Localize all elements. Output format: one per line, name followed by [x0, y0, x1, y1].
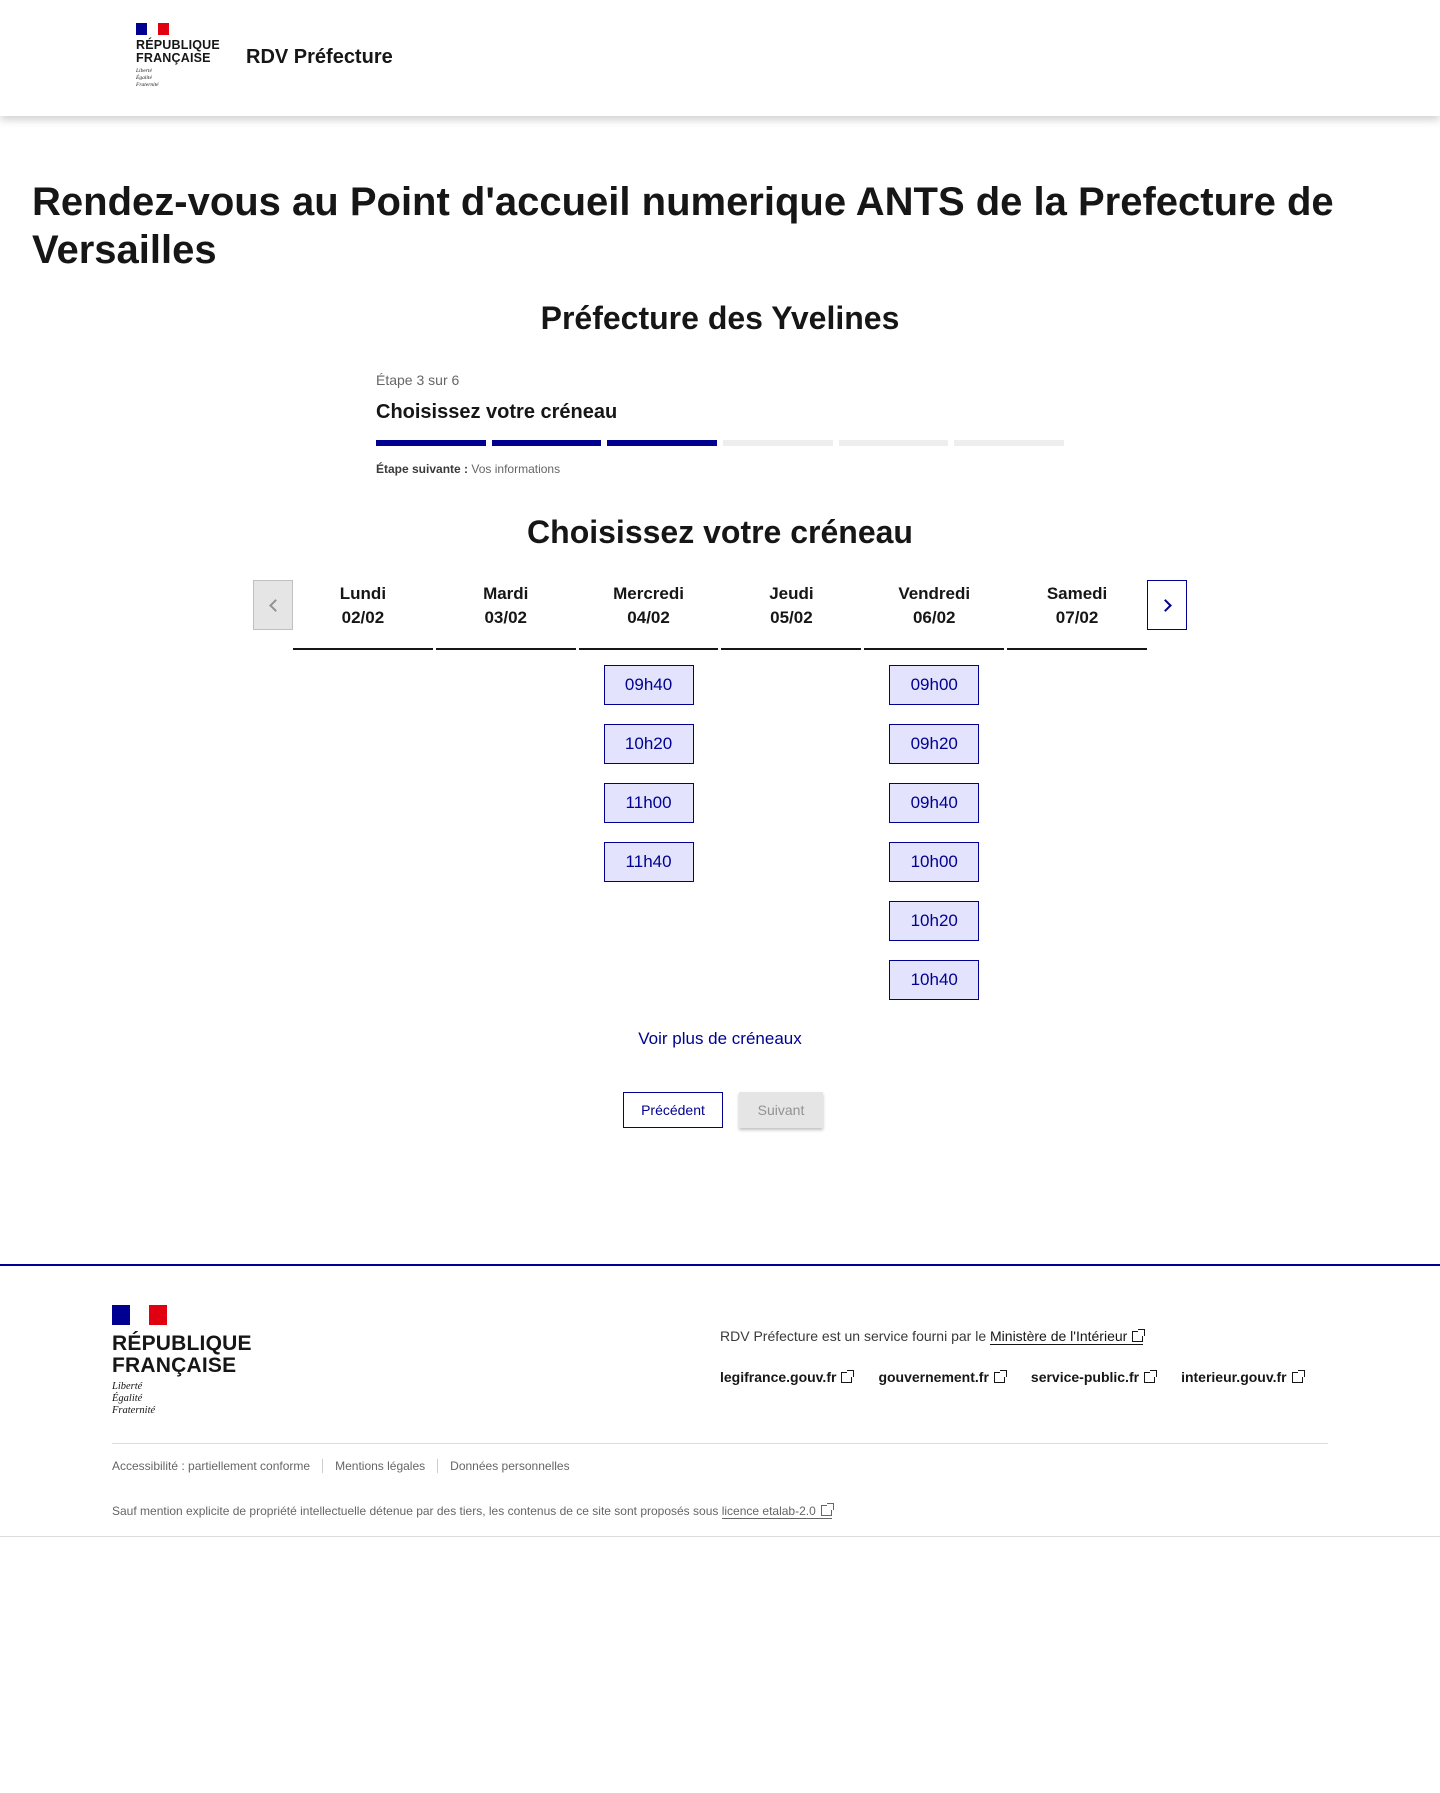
day-name: Mercredi — [613, 584, 684, 603]
license-link[interactable]: licence etalab-2.0 — [722, 1504, 832, 1519]
step-segment — [376, 440, 486, 446]
day-header — [721, 580, 861, 650]
step-progress-bar — [376, 440, 1064, 446]
footer-external-link[interactable]: gouvernement.fr — [878, 1369, 1004, 1385]
day-header — [579, 580, 719, 650]
next-step-value: Vos informations — [471, 462, 561, 476]
day-header — [436, 580, 576, 650]
more-slots-link[interactable]: Voir plus de créneaux — [638, 1029, 802, 1048]
day-name: Samedi — [1046, 584, 1108, 603]
slot-list — [864, 650, 1004, 1000]
stepper — [376, 372, 1064, 476]
french-flag-icon — [112, 1305, 167, 1325]
day-header — [293, 580, 433, 650]
time-slot-button[interactable]: 09h40 — [889, 783, 979, 823]
day-header — [1007, 580, 1147, 650]
chevron-left-icon — [269, 599, 282, 612]
external-link-icon — [1292, 1372, 1303, 1383]
day-date: 05/02 — [770, 608, 813, 627]
footer-divider — [112, 1443, 1328, 1444]
step-segment — [954, 440, 1064, 446]
logo-text-line2: FRANÇAISE — [136, 51, 211, 65]
next-step-label: Étape suivante : — [376, 462, 469, 476]
footer-license: Sauf mention explicite de propriété intellectuelle détenue par des tiers, les contenus de ce site sont proposés sous licence etalab-2.0 — [112, 1504, 832, 1518]
time-slot-button[interactable]: 10h20 — [889, 901, 979, 941]
step-segment — [607, 440, 717, 446]
footer-external-link[interactable]: legifrance.gouv.fr — [720, 1369, 852, 1385]
footer-devise: Liberté Égalité Fraternité — [112, 1381, 156, 1416]
step-segment — [839, 440, 949, 446]
footer-logo[interactable]: RÉPUBLIQUE FRANÇAISE Liberté Égalité Fraternité — [112, 1305, 252, 1417]
external-link-icon — [1144, 1372, 1155, 1383]
service-title[interactable]: RDV Préfecture — [246, 46, 393, 68]
day-column — [293, 580, 433, 1000]
page-title: Rendez-vous au Point d'accueil numerique ANTS de la Prefecture de Versailles — [32, 180, 1334, 272]
footer-bottom-links — [112, 1459, 582, 1473]
external-link-icon — [841, 1372, 852, 1383]
day-date: 04/02 — [627, 608, 670, 627]
footer-external-link[interactable]: interieur.gouv.fr — [1181, 1369, 1303, 1385]
time-slot-button[interactable]: 10h40 — [889, 960, 979, 1000]
day-name: Jeudi — [769, 584, 814, 603]
day-name: Vendredi — [898, 584, 971, 603]
time-slot-button[interactable]: 11h00 — [604, 783, 694, 823]
day-date: 02/02 — [341, 608, 385, 627]
ministere-link[interactable]: Ministère de l'Intérieur — [990, 1328, 1143, 1345]
site-header — [0, 0, 1440, 116]
day-date: 06/02 — [912, 608, 956, 627]
day-header — [864, 580, 1004, 650]
navigation-buttons — [0, 1092, 1440, 1128]
footer-bottom-link[interactable]: Mentions légales — [322, 1459, 437, 1473]
time-slot-button[interactable]: 09h00 — [889, 665, 979, 705]
external-link-icon — [994, 1372, 1005, 1383]
day-date: 07/02 — [1055, 608, 1099, 627]
time-slot-button[interactable]: 09h20 — [889, 724, 979, 764]
footer-links — [720, 1369, 1303, 1385]
footer-external-link[interactable]: service-public.fr — [1031, 1369, 1155, 1385]
slot-list — [579, 650, 719, 882]
time-slot-button[interactable]: 11h40 — [604, 842, 694, 882]
time-slot-button[interactable]: 10h20 — [604, 724, 694, 764]
day-columns — [293, 580, 1147, 1000]
prefecture-title: Préfecture des Yvelines — [540, 300, 900, 336]
day-date: 03/02 — [484, 608, 528, 627]
slot-list — [1007, 650, 1147, 665]
day-column — [864, 580, 1004, 1000]
day-column — [579, 580, 719, 1000]
slot-list — [293, 650, 433, 665]
external-link-icon — [821, 1505, 832, 1516]
day-name: Lundi — [339, 584, 387, 603]
time-slot-button[interactable]: 10h00 — [889, 842, 979, 882]
devise: Liberté Égalité Fraternité — [136, 68, 159, 88]
footer-bottom-link[interactable]: Accessibilité : partiellement conforme — [112, 1459, 311, 1473]
republique-francaise-logo[interactable] — [136, 23, 220, 89]
step-state: Étape 3 sur 6 — [376, 372, 460, 388]
footer-description: RDV Préfecture est un service fourni par le Ministère de l'Intérieur — [720, 1328, 1143, 1344]
slot-list — [436, 650, 576, 665]
slot-list — [721, 650, 861, 665]
previous-button[interactable]: Précédent — [623, 1092, 723, 1128]
logo-text-line1: RÉPUBLIQUE — [136, 38, 220, 52]
step-segment — [492, 440, 602, 446]
french-flag-icon — [136, 23, 169, 35]
next-step — [376, 462, 1064, 476]
footer-bottom-link[interactable]: Données personnelles — [437, 1459, 581, 1473]
site-footer — [0, 1264, 1440, 1537]
chevron-right-icon — [1159, 599, 1172, 612]
next-button[interactable]: Suivant — [739, 1092, 823, 1128]
step-segment — [723, 440, 833, 446]
day-column — [436, 580, 576, 1000]
slot-picker-title: Choisissez votre créneau — [527, 514, 913, 550]
day-name: Mardi — [483, 584, 529, 603]
previous-week-button[interactable] — [253, 580, 293, 630]
step-current-title: Choisissez votre créneau — [376, 401, 618, 423]
external-link-icon — [1132, 1331, 1143, 1342]
next-week-button[interactable] — [1147, 580, 1187, 630]
day-column — [721, 580, 861, 1000]
time-slot-button[interactable]: 09h40 — [604, 665, 694, 705]
day-column — [1007, 580, 1147, 1000]
